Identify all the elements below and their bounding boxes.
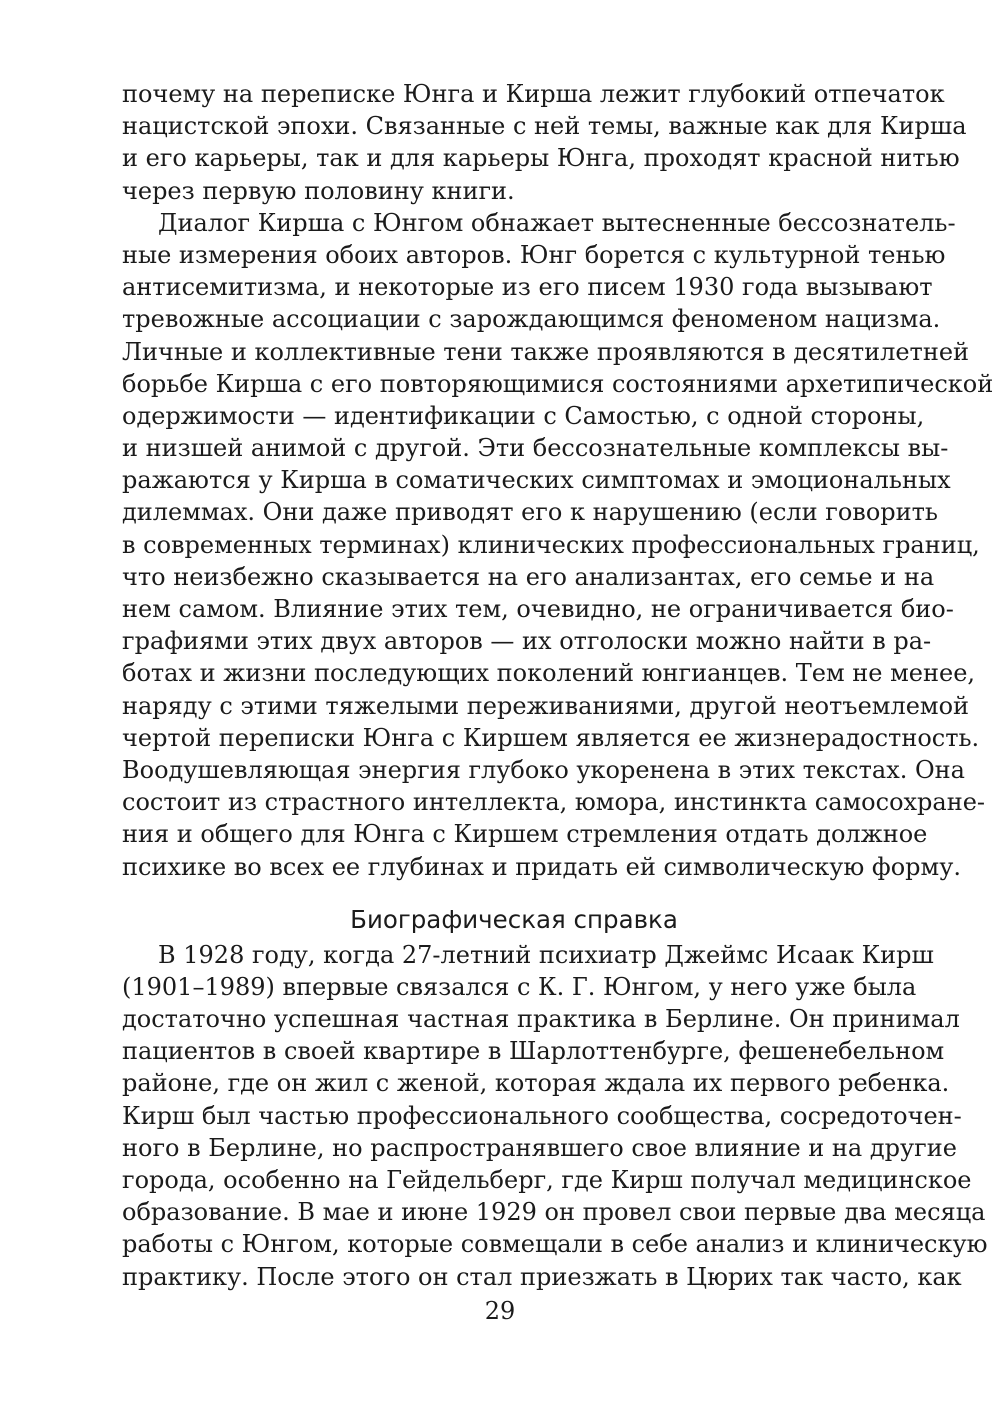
text-line: районе, где он жил с женой, которая ждала их первого ребенка. (122, 1069, 950, 1098)
text-line: ного в Берлине, но распространявшего свое влияние и на другие (122, 1133, 957, 1162)
text-line: одержимости — идентификации с Самостью, с одной стороны, (122, 401, 925, 430)
text-line: ражаются у Кирша в соматических симптомах и эмоциональных (122, 466, 951, 495)
text-line: борьбе Кирша с его повторяющимися состояниями архетипической (122, 369, 994, 398)
text-line: нем самом. Влияние этих тем, очевидно, не ограничивается био- (122, 595, 954, 623)
text-line: и его карьеры, так и для карьеры Юнга, проходят красной нитью (122, 144, 960, 173)
text-line: достаточно успешная частная практика в Берлине. Он принимал (122, 1005, 960, 1034)
text-line: Воодушевляющая энергия глубоко укоренена в этих текстах. Она (122, 755, 965, 784)
text-line: ботах и жизни последующих поколений юнгианцев. Тем не менее, (122, 659, 976, 688)
text-line: В 1928 году, когда 27-летний психиатр Джеймс Исаак Кирш (158, 940, 934, 969)
text-line: образование. В мае и июне 1929 он провел свои первые два месяца (122, 1198, 986, 1227)
text-line: (1901–1989) впервые связался с К. Г. Юнгом, у него уже была (122, 972, 917, 1001)
text-line: через первую половину книги. (122, 176, 515, 205)
text-line: практику. После этого он стал приезжать в Цюрих так часто, как (122, 1262, 962, 1291)
text-line: работы с Юнгом, которые совмещали в себе анализ и клиническую (122, 1230, 988, 1259)
text-line: Кирш был частью профессионального сообщества, сосредоточен- (122, 1101, 962, 1130)
text-line: психике во всех ее глубинах и придать ей символическую форму. (122, 852, 961, 881)
text-line: почему на переписке Юнга и Кирша лежит глубокий отпечаток (122, 80, 945, 108)
text-line: что неизбежно сказывается на его анализантах, его семье и на (122, 562, 935, 591)
page-number: 29 (484, 1297, 516, 1325)
text-line: в современных терминах) клинических профессиональных границ, (122, 530, 980, 559)
text-line: тревожные ассоциации с зарождающимся феноменом нацизма. (122, 305, 941, 334)
text-line: ния и общего для Юнга с Киршем стремления отдать должное (122, 820, 928, 849)
page-body (122, 78, 994, 1293)
text-line: города, особенно на Гейдельберг, где Кирш получал медицинское (122, 1166, 972, 1194)
paragraph-3 (122, 939, 988, 1293)
text-line: состоит из страстного интеллекта, юмора, инстинкта самосохране- (122, 788, 986, 817)
text-line: дилеммах. Они даже приводят его к нарушению (если говорить (122, 498, 938, 527)
paragraph-2 (122, 207, 994, 883)
text-line: и низшей анимой с другой. Эти бессознательные комплексы вы- (122, 434, 949, 463)
text-line: пациентов в своей квартире в Шарлоттенбурге, фешенебельном (122, 1037, 945, 1066)
section-heading: Биографическая справка (350, 904, 678, 934)
text-line: нацистской эпохи. Связанные с ней темы, важные как для Кирша (122, 112, 967, 141)
text-line: Личные и коллективные тени также проявляются в десятилетней (122, 337, 970, 366)
text-line: ные измерения обоих авторов. Юнг борется с культурной тенью (122, 240, 946, 269)
text-line: чертой переписки Юнга с Киршем является ее жизнерадостность. (122, 723, 980, 752)
text-line: графиями этих двух авторов — их отголоски можно найти в ра- (122, 627, 932, 656)
text-line: наряду с этими тяжелыми переживаниями, другой неотъемлемой (122, 691, 970, 720)
text-line: Диалог Кирша с Юнгом обнажает вытесненные бессознатель- (158, 208, 956, 237)
paragraph-1 (122, 78, 967, 207)
text-line: антисемитизма, и некоторые из его писем 1930 года вызывают (122, 273, 933, 302)
